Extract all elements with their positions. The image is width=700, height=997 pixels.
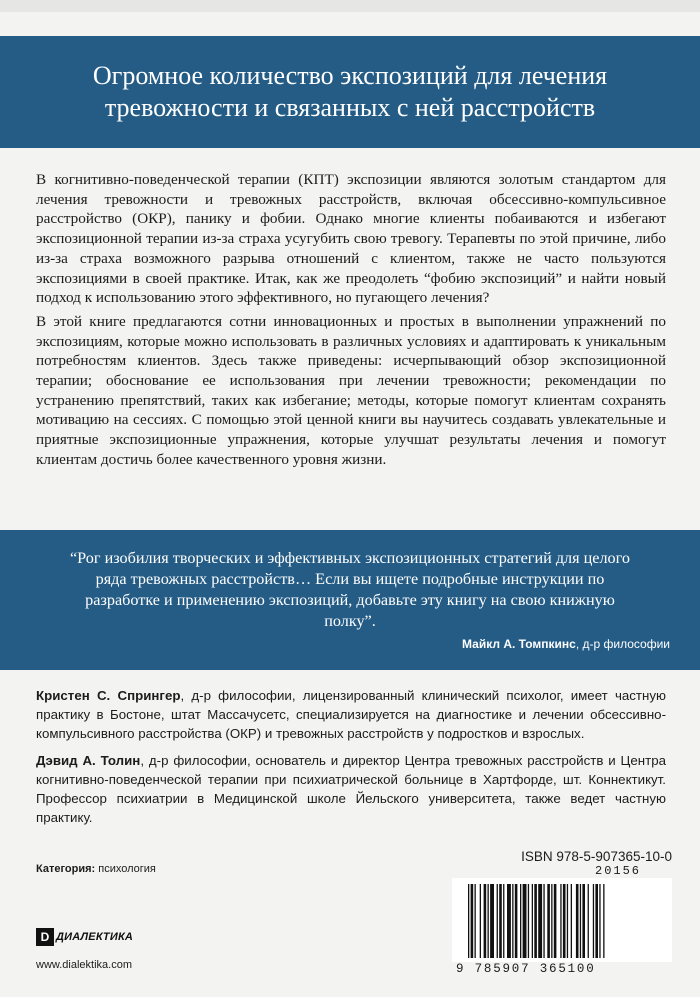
barcode-bar bbox=[588, 884, 589, 958]
publisher-website[interactable]: www.dialektika.com bbox=[36, 959, 132, 971]
author-bio-text: , д-р философии, лицензированный клинический психолог, имеет частную практику в Бостоне, штат Массачусетс, специализируется на диагностике и лечении обсессивно-компульсивного расстройства (ОКР) и тревожных расстройств у подростков и взрослых. bbox=[36, 688, 666, 741]
barcode-bar bbox=[563, 884, 566, 958]
barcode-bar bbox=[507, 884, 511, 958]
endorsement-banner bbox=[0, 530, 700, 670]
barcode-bar bbox=[528, 884, 529, 958]
barcode-digits: 9 785907 365100 bbox=[456, 962, 596, 976]
barcode-bar bbox=[543, 884, 544, 958]
book-tagline bbox=[53, 60, 647, 124]
barcode-bar bbox=[538, 884, 542, 958]
barcode-icon bbox=[468, 884, 658, 958]
description-paragraph-1: В когнитивно-поведенческой терапии (КПТ) экспозиции являются золотым стандартом для лечения тревожности и тревожных расстройств, включая обсессивно-компульсивное расстройство (ОКР), панику и фобии. Однако многие клиенты побаиваются и избегают экспозиционной терапии из-за страха усугубить свою тревогу. Терапевты по этой причине, либо из-за страха возможного разрыва отношений с клиентом, также не часто пользуются экспозициями в своей практике. Итак, как же преодолеть “фобию экспозиций” и найти новый подход к использованию этого эффективного, но пугающего лечения? bbox=[36, 171, 666, 307]
publisher-logo-icon: D bbox=[36, 928, 54, 946]
barcode-bar bbox=[603, 884, 604, 958]
tagline-line-2: тревожности и связанных с ней расстройств bbox=[104, 93, 596, 122]
isbn: ISBN 978-5-907365-10-0 bbox=[521, 849, 672, 864]
barcode-bar bbox=[497, 884, 498, 958]
endorsement-quote: “Рог изобилия творческих и эффективных экспозиционных стратегий для целого ряда тревожных расстройств… Если вы ищете подробные инструкции по разработке и применению экспозиций, добавьте эту книгу на свою книжную полку”. bbox=[70, 549, 630, 630]
barcode-area bbox=[452, 878, 672, 962]
barcode-bar bbox=[582, 884, 585, 958]
barcode-bar bbox=[560, 884, 561, 958]
barcode-bar bbox=[520, 884, 521, 958]
barcode-bar bbox=[532, 884, 533, 958]
barcode-bar bbox=[515, 884, 518, 958]
barcode-bar bbox=[503, 884, 504, 958]
title-banner bbox=[0, 36, 700, 148]
author-bios bbox=[36, 686, 666, 827]
barcode-bar bbox=[512, 884, 513, 958]
author-bio-text: , д-р философии, основатель и директор Центра тревожных расстройств и Центра когнитивно-поведенческой терапии при психиатрической больнице в Хартфорде, шт. Коннектикут. Профессор психиатрии в Медицинской школе Йельского университета, также ведет частную практику. bbox=[36, 753, 666, 825]
barcode-bar bbox=[580, 884, 581, 958]
barcode-digits-row bbox=[0, 962, 700, 980]
barcode-bar bbox=[554, 884, 557, 958]
barcode-bar bbox=[547, 884, 550, 958]
barcode-bar bbox=[593, 884, 594, 958]
author-bio bbox=[36, 751, 666, 827]
endorsement-author-title: , д-р философии bbox=[575, 637, 670, 651]
endorsement-attribution bbox=[462, 636, 670, 652]
barcode-bar bbox=[576, 884, 579, 958]
category-label: Категория: bbox=[36, 863, 96, 875]
author-name: Дэвид А. Толин bbox=[36, 753, 141, 768]
barcode-bar bbox=[488, 884, 489, 958]
barcode-bar bbox=[571, 884, 572, 958]
author-name: Кристен С. Спрингер bbox=[36, 688, 181, 703]
barcode-bar bbox=[595, 884, 598, 958]
barcode-bar bbox=[471, 884, 474, 958]
publisher-name: ДИАЛЕКТИКА bbox=[56, 931, 134, 943]
barcode-bar bbox=[475, 884, 476, 958]
top-band bbox=[0, 0, 700, 12]
endorsement-author: Майкл А. Томпкинс bbox=[462, 637, 576, 651]
barcode-bar bbox=[480, 884, 481, 958]
barcode-bar bbox=[534, 884, 537, 958]
barcode-bar bbox=[468, 884, 469, 958]
description-paragraph-2: В этой книге предлагаются сотни инновационных и простых в выполнении упражнений по экспозициям, которые можно использовать в различных условиях и адаптировать к уникальным потребностям клиентов. Здесь также приведены: исчерпывающий обзор экспозиционной терапии; обоснование ее использования при лечении тревожности; рекомендации по устранению препятствий, таких как избегание; методы, которые помогут клиентам сохранять мотивацию на сессиях. С помощью этой ценной книги вы научитесь создавать увлекательные и приятные экспозиционные упражнения, которые улучшат результаты лечения и помогут клиентам достичь более качественного уровня жизни. bbox=[36, 312, 666, 468]
barcode-bar bbox=[490, 884, 494, 958]
author-bio bbox=[36, 686, 666, 743]
tagline-line-1: Огромное количество экспозиций для лечения bbox=[92, 61, 608, 90]
publisher-logo bbox=[36, 928, 133, 946]
barcode-bar bbox=[599, 884, 600, 958]
barcode-bar bbox=[567, 884, 568, 958]
category-value: психология bbox=[95, 863, 156, 875]
barcode-bar bbox=[484, 884, 487, 958]
barcode-bar bbox=[499, 884, 502, 958]
barcode-bar bbox=[523, 884, 527, 958]
book-description bbox=[36, 170, 666, 470]
barcode-bar bbox=[551, 884, 552, 958]
price-code: 20156 bbox=[595, 864, 642, 878]
